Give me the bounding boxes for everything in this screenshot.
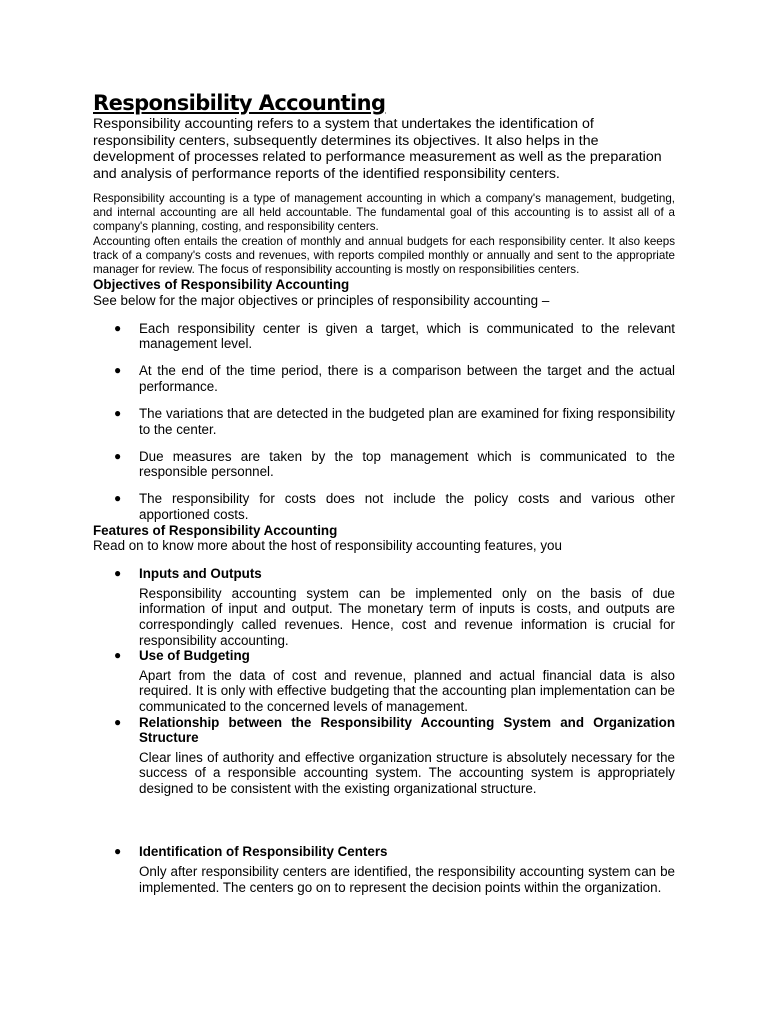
list-item (93, 449, 675, 480)
objectives-lead: See below for the major objectives or principles of responsibility accounting – (93, 292, 550, 308)
objective-text: The responsibility for costs does not include the policy costs and various other apportioned costs. (139, 491, 675, 523)
feature-title: Use of Budgeting (139, 648, 250, 664)
body-paragraph-2: Accounting often entails the creation of monthly and annual budgets for each responsibility center. It also keeps track of a company's costs and revenues, with reports compiled monthly or annually and sent to the appropriate manager for review. The focus of responsibility accounting is mostly on responsibilities centers. (93, 234, 675, 277)
objectives-heading: Objectives of Responsibility Accounting (93, 277, 350, 293)
bullet-icon: ● (114, 844, 122, 859)
bullet-icon: ● (114, 491, 122, 506)
objective-text: The variations that are detected in the budgeted plan are examined for fixing responsibility to the center. (139, 406, 675, 437)
list-item (93, 491, 675, 522)
list-item (93, 363, 675, 394)
objective-text: Due measures are taken by the top management which is communicated to the responsible personnel. (139, 448, 675, 480)
feature-body: Only after responsibility centers are identified, the responsibility accounting system can be implemented. The centers go on to represent the decision points within the organization. (139, 864, 675, 895)
bullet-icon: ● (114, 363, 122, 378)
bullet-icon: ● (114, 648, 122, 663)
feature-body: Responsibility accounting system can be implemented only on the basis of due information of input and output. The monetary term of inputs is costs, and outputs are correspondingly called revenues. Hence, cost and revenue information is crucial for responsibility accounting. (139, 585, 675, 648)
list-item (93, 406, 675, 437)
features-list (93, 566, 675, 895)
list-item (93, 566, 675, 648)
intro-paragraph: Responsibility accounting refers to a system that undertakes the identification of responsibility centers, subsequently determines its objectives. It also helps in the development of processes related to performance measurement as well as the preparation and analysis of performance reports of the identified responsibility centers. (93, 116, 662, 182)
feature-title: Inputs and Outputs (139, 566, 262, 582)
features-heading: Features of Responsibility Accounting (93, 522, 338, 538)
feature-body: Clear lines of authority and effective organization structure is absolutely necessary for the success of a responsible accounting system. The accounting system is appropriately designed to be consistent with the existing organizational structure. (139, 749, 675, 796)
list-item (93, 715, 675, 797)
bullet-icon: ● (114, 566, 122, 581)
body-paragraph-1: Responsibility accounting is a type of management accounting in which a company's management, budgeting, and internal accounting are all held accountable. The fundamental goal of this accounting is to assist all of a company's planning, costing, and responsibility centers. (93, 192, 675, 234)
features-lead: Read on to know more about the host of responsibility accounting features, you (93, 538, 562, 554)
feature-title: Relationship between the Responsibility Accounting System and Organization Structure (139, 714, 675, 746)
bullet-icon: ● (114, 448, 122, 463)
feature-title: Identification of Responsibility Centers (139, 844, 388, 860)
objective-text: At the end of the time period, there is a comparison between the target and the actual performance. (139, 363, 675, 394)
list-item (93, 844, 675, 895)
objective-text: Each responsibility center is given a target, which is communicated to the relevant management level. (139, 320, 675, 352)
objectives-list (93, 321, 675, 523)
list-item (93, 321, 675, 352)
feature-body: Apart from the data of cost and revenue, planned and actual financial data is also required. It is only with effective budgeting that the accounting plan implementation can be communicated to the concerned levels of management. (139, 667, 675, 714)
document-title: Responsibility Accounting (93, 91, 386, 115)
list-item (93, 648, 675, 714)
bullet-icon: ● (114, 320, 122, 335)
bullet-icon: ● (114, 714, 122, 729)
bullet-icon: ● (114, 406, 122, 421)
document-page (93, 90, 675, 895)
